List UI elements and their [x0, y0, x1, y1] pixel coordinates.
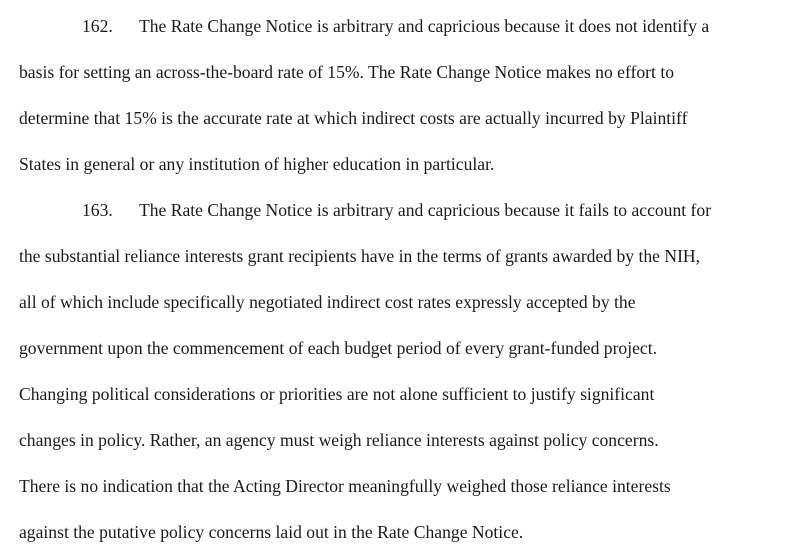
paragraph-162-line-3: determine that 15% is the accurate rate at which indirect costs are actually incurred by Plaintiff [19, 108, 688, 128]
paragraph-163-line-8: against the putative policy concerns laid out in the Rate Change Notice. [19, 522, 524, 542]
paragraph-163-line-6: changes in policy. Rather, an agency must weigh reliance interests against policy concerns. [19, 430, 659, 450]
paragraph-text: The Rate Change Notice is arbitrary and capricious because it fails to account for [139, 200, 712, 220]
paragraph-163-line-1 [82, 202, 711, 220]
paragraph-162-line-4: States in general or any institution of higher education in particular. [19, 154, 495, 174]
paragraph-text: The Rate Change Notice is arbitrary and capricious because it does not identify a [139, 16, 710, 36]
paragraph-162-line-1 [82, 18, 709, 36]
paragraph-number: 163. [82, 200, 113, 220]
paragraph-162-line-2: basis for setting an across-the-board rate of 15%. The Rate Change Notice makes no effort to [19, 62, 674, 82]
paragraph-163-line-3: all of which include specifically negotiated indirect cost rates expressly accepted by the [19, 292, 636, 312]
paragraph-163-line-5: Changing political considerations or priorities are not alone sufficient to justify significant [19, 384, 655, 404]
paragraph-163-line-4: government upon the commencement of each budget period of every grant-funded project. [19, 338, 658, 358]
paragraph-163-line-2: the substantial reliance interests grant recipients have in the terms of grants awarded by the NIH, [19, 246, 701, 266]
paragraph-163-line-7: There is no indication that the Acting Director meaningfully weighed those reliance interests [19, 476, 671, 496]
paragraph-number: 162. [82, 16, 113, 36]
